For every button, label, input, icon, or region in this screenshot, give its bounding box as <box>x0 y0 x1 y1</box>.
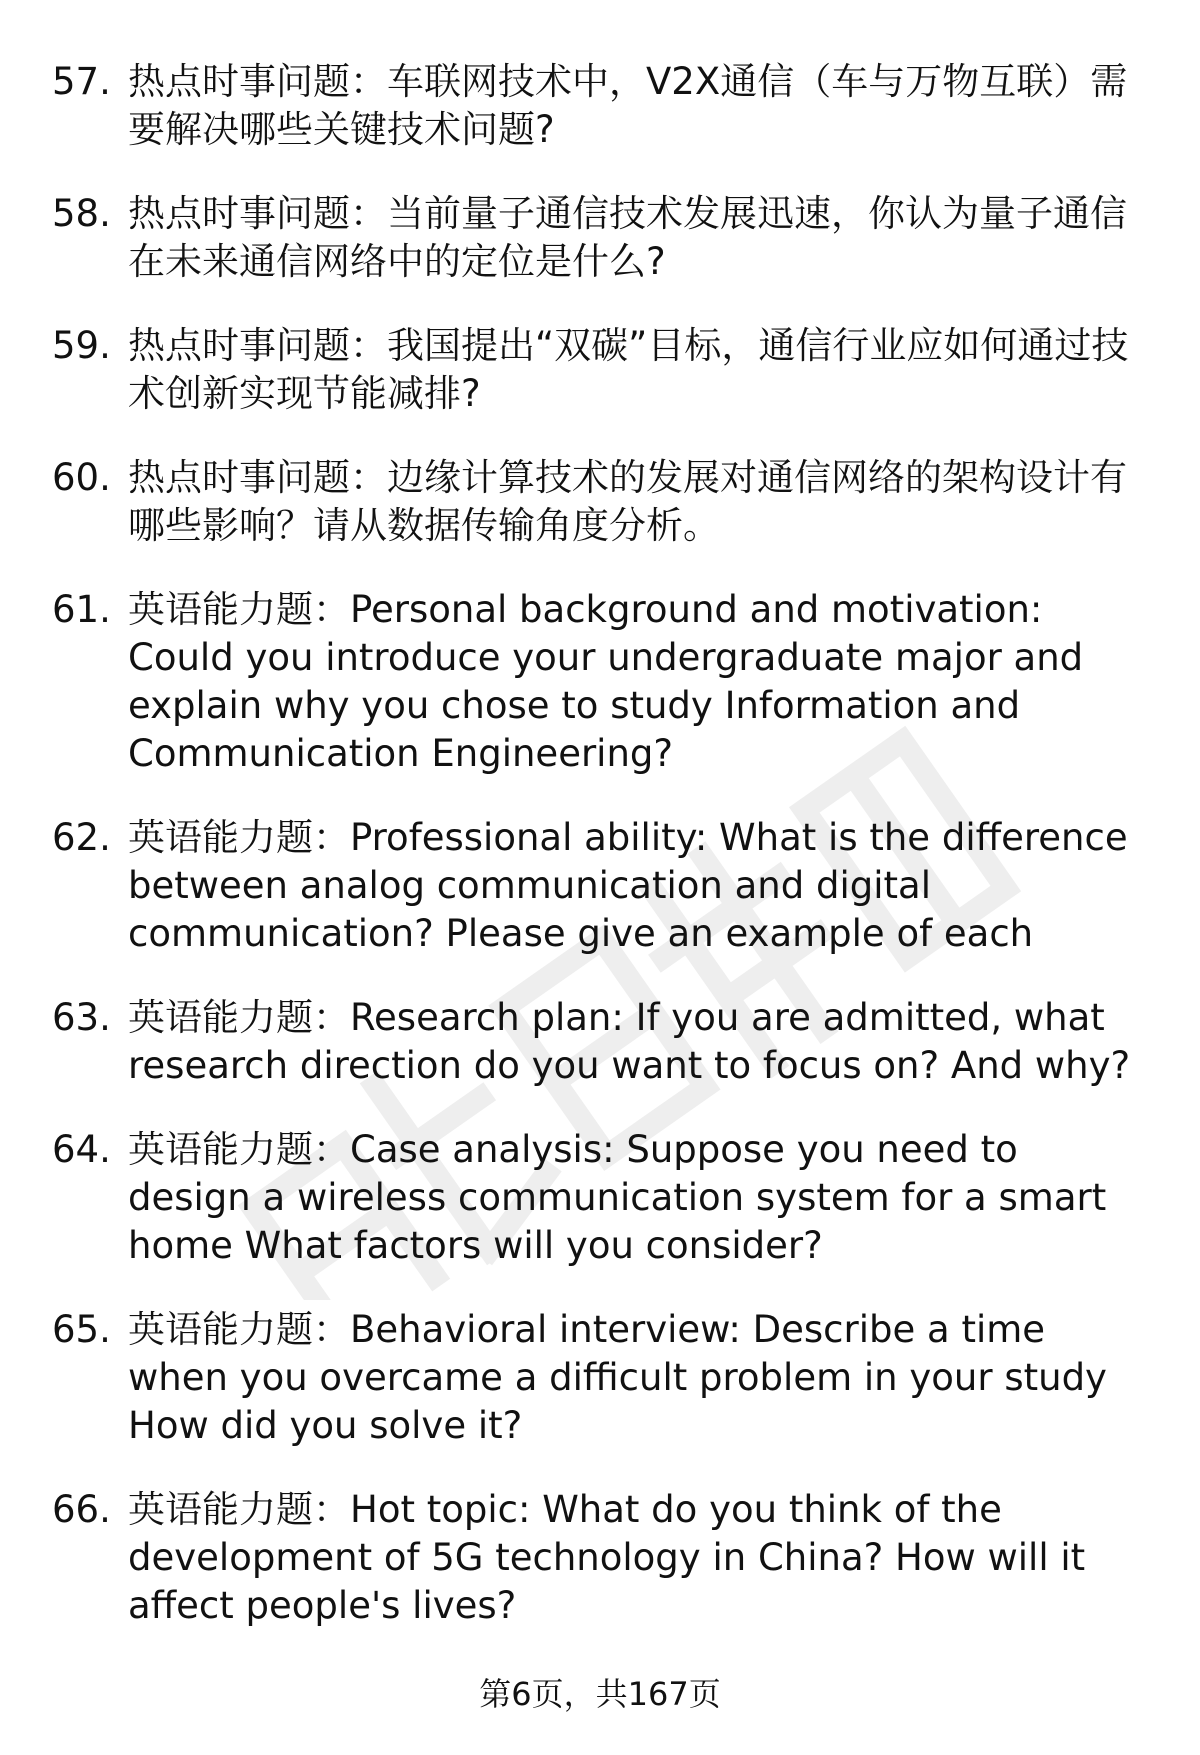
question-item <box>52 814 1152 958</box>
question-item <box>52 1306 1152 1450</box>
question-text: 英语能力题：Professional ability: What is the difference between analog communication and digital communication? Please give an example of each <box>128 816 1128 955</box>
question-number: 57. <box>52 60 111 103</box>
question-text: 热点时事问题：边缘计算技术的发展对通信网络的架构设计有哪些影响？请从数据传输角度分析。 <box>128 456 1127 547</box>
question-item <box>52 190 1152 286</box>
question-text: 英语能力题：Personal background and motivation: Could you introduce your undergraduate major and explain why you chose to study Information and Communication Engineering? <box>128 588 1084 775</box>
question-text: 热点时事问题：车联网技术中，V2X通信（车与万物互联）需要解决哪些关键技术问题? <box>128 60 1128 151</box>
question-list <box>52 58 1152 1630</box>
question-text: 热点时事问题：当前量子通信技术发展迅速，你认为量子通信在未来通信网络中的定位是什么? <box>128 192 1127 283</box>
page-indicator: 第6页，共167页 <box>479 1675 721 1713</box>
question-number: 62. <box>52 816 111 859</box>
question-number: 61. <box>52 588 111 631</box>
question-number: 59. <box>52 324 111 367</box>
question-number: 58. <box>52 192 111 235</box>
question-text: 英语能力题：Case analysis: Suppose you need to design a wireless communication system for a smart home What factors will you consider? <box>128 1128 1107 1267</box>
question-item <box>52 1126 1152 1270</box>
question-item <box>52 1486 1152 1630</box>
question-item <box>52 994 1152 1090</box>
question-number: 63. <box>52 996 111 1039</box>
question-text: 热点时事问题：我国提出“双碳”目标，通信行业应如何通过技术创新实现节能减排? <box>128 324 1129 415</box>
question-text: 英语能力题：Hot topic: What do you think of the development of 5G technology in China? How will it affect people's lives? <box>128 1488 1086 1627</box>
question-number: 65. <box>52 1308 111 1351</box>
question-number: 60. <box>52 456 111 499</box>
question-item <box>52 454 1152 550</box>
question-item <box>52 586 1152 778</box>
question-number: 66. <box>52 1488 111 1531</box>
question-number: 64. <box>52 1128 111 1171</box>
question-text: 英语能力题：Research plan: If you are admitted, what research direction do you want to focus on? And why? <box>128 996 1131 1087</box>
question-item <box>52 58 1152 154</box>
question-text: 英语能力题：Behavioral interview: Describe a time when you overcame a difficult problem in your study How did you solve it? <box>128 1308 1107 1447</box>
question-item <box>52 322 1152 418</box>
